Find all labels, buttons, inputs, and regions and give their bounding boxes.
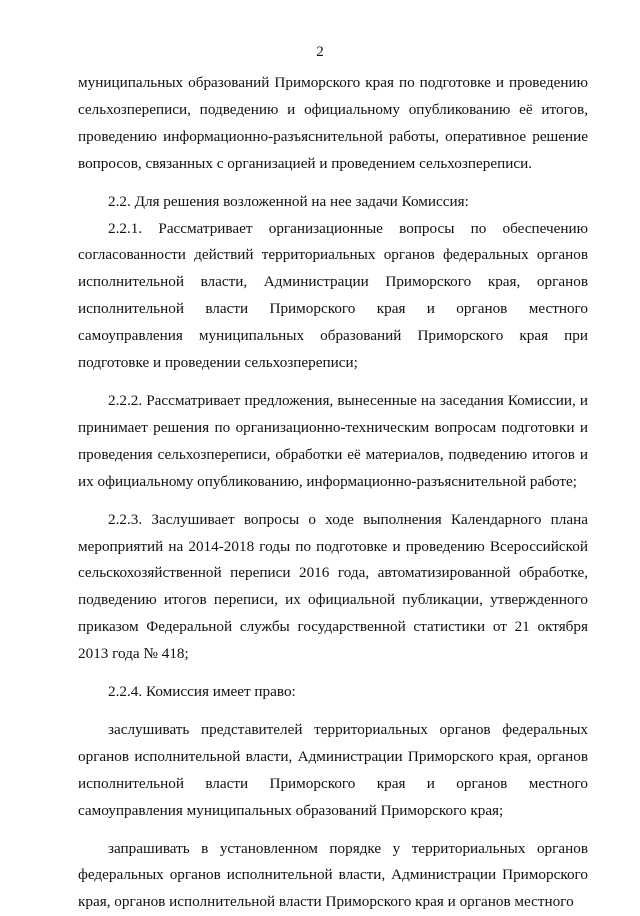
page-number: 2 <box>316 44 324 60</box>
paragraph-2-2-4: 2.2.4. Комиссия имеет право: <box>108 683 296 701</box>
paragraph-right-request: запрашивать в установленном порядке у территориальных органов федеральных органов исполнительной власти, Администрации Приморского края, органов исполнительной власти Приморского края и органов местного <box>78 839 588 911</box>
paragraph-2-2-2: 2.2.2. Рассматривает предложения, вынесенные на заседания Комиссии, и принимает решения по организационно-техническим вопросам подготовки и проведения сельхозпереписи, обработки её материалов, подведению итогов и их официальному опубликованию, информационно-разъяснительной работе; <box>78 391 588 490</box>
paragraph-2-2-3: 2.2.3. Заслушивает вопросы о ходе выполнения Календарного плана мероприятий на 2014-2018 годы по подготовке и проведению Всероссийской сельскохозяйственной переписи 2016 года, автоматизированной обработке, подведению итогов переписи, их официальной публикации, утвержденного приказом Федеральной службы государственной статистики от 21 октября 2013 года № 418; <box>78 510 588 663</box>
paragraph-continuation: муниципальных образований Приморского края по подготовке и проведению сельхозпереписи, подведению и официальному опубликованию её итогов, проведению информационно-разъяснительной работы, оперативное решение вопросов, связанных с организацией и проведением сельхозпереписи. <box>78 74 588 172</box>
paragraph-2-2-1: 2.2.1. Рассматривает организационные вопросы по обеспечению согласованности действий территориальных органов федеральных органов исполнительной власти, Администрации Приморского края, органов исполнительной власти Приморского края и органов местного самоуправления муниципальных образований Приморского края при подготовке и проведении сельхозпереписи; <box>78 219 588 372</box>
paragraph-2-2: 2.2. Для решения возложенной на нее задачи Комиссия: <box>108 192 469 210</box>
paragraph-right-hear: заслушивать представителей территориальных органов федеральных органов исполнительной власти, Администрации Приморского края, органов исполнительной власти Приморского края и органов местного самоуправления муниципальных образований Приморского края; <box>78 720 588 819</box>
document-body <box>78 70 588 916</box>
